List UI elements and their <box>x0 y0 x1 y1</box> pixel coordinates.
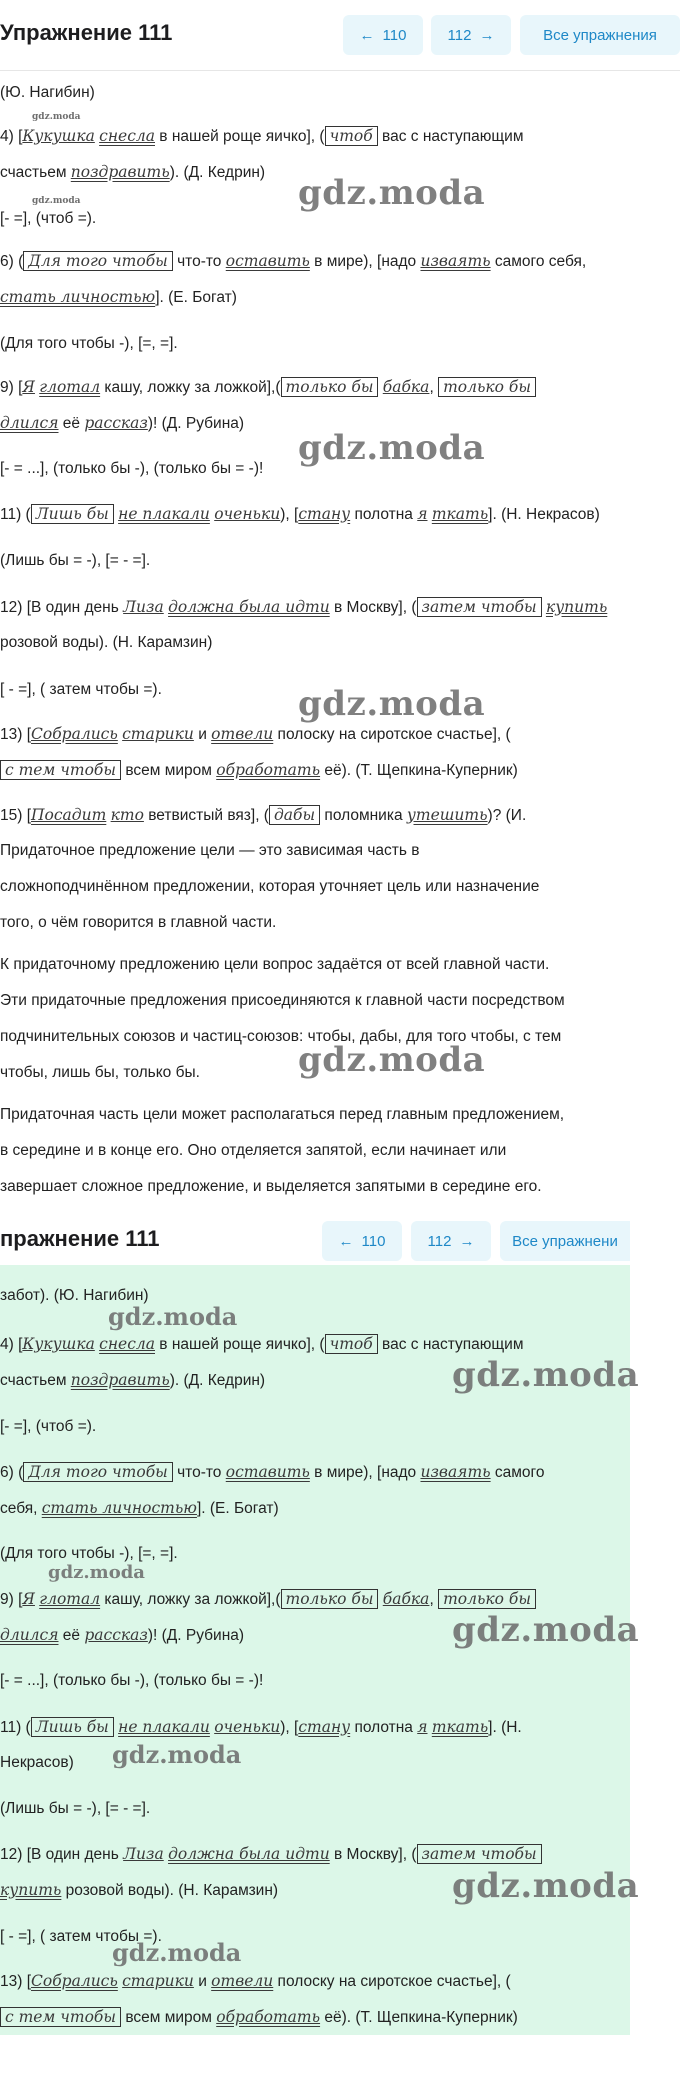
theory-line: Придаточное предложение цели — это зависимая часть в <box>0 842 420 859</box>
predicate-word: глотал <box>39 1590 101 1608</box>
text: себя, <box>0 1500 42 1517</box>
scheme-line: [ - =], ( затем чтобы =). <box>0 1928 162 1945</box>
subject-word: Я <box>22 1590 35 1608</box>
all-exercises-button[interactable] <box>520 15 680 55</box>
watermark: gdz.moda <box>298 1040 486 1080</box>
conjunction-box: затем чтобы <box>417 1844 542 1864</box>
text: её). (Т. Щепкина-Куперник) <box>320 2009 518 2026</box>
text: полоску на сиротское счастье], ( <box>273 726 511 743</box>
sentence-4-line2 <box>0 1369 265 1392</box>
predicate-word: не плакали <box>118 1718 210 1736</box>
predicate-word: обработать <box>216 761 321 779</box>
next-exercise-button-duplicate[interactable] <box>411 1221 491 1261</box>
watermark: gdz.moda <box>298 173 486 213</box>
predicate-word: стану <box>298 1718 351 1736</box>
text-line: забот). (Ю. Нагибин) <box>0 1287 149 1304</box>
all-exercises-label: Все упражнени <box>512 1232 618 1250</box>
sentence-11 <box>0 503 600 526</box>
predicate-word: глотал <box>39 378 101 396</box>
scheme-line: [ - =], ( затем чтобы =). <box>0 681 162 698</box>
text: ), [ <box>280 506 299 523</box>
text: 12) [В один день <box>0 599 124 616</box>
page-title-duplicate: пражнение 111 <box>0 1226 160 1251</box>
scheme-line: [- = ...], (только бы -), (только бы = -)! <box>0 460 264 477</box>
text: в Москву], ( <box>329 1846 417 1863</box>
theory-line: сложноподчинённом предложении, которая уточняет цель или назначение <box>0 878 540 895</box>
prev-exercise-button[interactable] <box>343 15 423 55</box>
predicate-word: утешить <box>406 806 488 824</box>
predicate-word: обработать <box>216 2008 321 2026</box>
sentence-12-line1 <box>0 596 607 619</box>
next-exercise-label: 112 <box>427 1232 452 1250</box>
sentence-12-line2 <box>0 1879 278 1902</box>
scheme-line: (Лишь бы = -), [= - =]. <box>0 552 151 569</box>
text: что-то <box>172 253 226 270</box>
conjunction-box: Лишь бы <box>31 1717 114 1737</box>
text: 6) ( <box>0 253 24 270</box>
scheme-line: [- = ...], (только бы -), (только бы = -)! <box>0 1672 264 1689</box>
text: розовой воды). (Н. Карамзин) <box>61 1882 279 1899</box>
predicate-word: стану <box>298 505 351 523</box>
all-exercises-button-duplicate[interactable] <box>500 1221 630 1261</box>
text: что-то <box>172 1464 226 1481</box>
text: самого себя, <box>490 253 587 270</box>
predicate-word: длился <box>0 414 59 432</box>
subject-word: я <box>417 1718 428 1736</box>
text: её). (Т. Щепкина-Куперник) <box>320 762 518 779</box>
predicate-word: отвели <box>211 725 274 743</box>
text: в нашей роще яичко], ( <box>155 128 325 145</box>
subject-word: бабка <box>382 1590 430 1608</box>
text: кашу, ложку за ложкой],( <box>100 1591 281 1608</box>
conjunction-box: чтоб <box>325 126 378 146</box>
watermark: gdz.moda <box>452 1866 640 1906</box>
predicate-word: оставить <box>225 252 310 270</box>
text: 15) [ <box>0 807 32 824</box>
text: 4) [ <box>0 1336 23 1353</box>
predicate-word: изваять <box>420 1463 491 1481</box>
watermark-small: gdz.moda <box>32 112 81 122</box>
sentence-9-line1 <box>0 376 536 399</box>
sentence-11-line1 <box>0 1716 522 1739</box>
sentence-13-line2 <box>0 2006 518 2029</box>
text: в мире), [надо <box>309 1464 421 1481</box>
scheme-line: [- =], (чтоб =). <box>0 210 97 227</box>
predicate-word: снесла <box>99 1335 155 1353</box>
arrow-right-icon: → <box>459 1232 475 1250</box>
subject-word: рассказ <box>84 414 148 432</box>
text: ), [ <box>280 1719 299 1736</box>
sentence-12-line1 <box>0 1843 542 1866</box>
header-divider <box>0 70 680 71</box>
theory-line: чтобы, лишь бы, только бы. <box>0 1064 200 1081</box>
sentence-6-line2 <box>0 1497 279 1520</box>
predicate-word: поздравить <box>70 163 170 181</box>
subject-word: Лиза <box>123 1845 164 1863</box>
text: всем миром <box>121 2009 217 2026</box>
watermark: gdz.moda <box>112 1938 242 1967</box>
sentence-4-line1 <box>0 1333 523 1356</box>
predicate-word: купить <box>545 598 608 616</box>
text: её <box>58 415 85 432</box>
conjunction-box: только бы <box>438 1589 536 1609</box>
sentence-12-line2: розовой воды). (Н. Карамзин) <box>0 634 213 651</box>
predicate-word: отвели <box>211 1972 274 1990</box>
next-exercise-label: 112 <box>447 26 472 44</box>
watermark: gdz.moda <box>298 684 486 724</box>
text: ветвистый вяз], ( <box>143 807 269 824</box>
theory-line: того, о чём говорится в главной части. <box>0 914 277 931</box>
text: 13) [ <box>0 726 32 743</box>
text: 11) ( <box>0 506 31 523</box>
predicate-word: ткать <box>431 505 489 523</box>
scheme-line: (Для того чтобы -), [=, =]. <box>0 335 178 352</box>
text: поломника <box>320 807 407 824</box>
predicate-word: должна была идти <box>168 598 330 616</box>
conjunction-box: только бы <box>281 377 379 397</box>
watermark: gdz.moda <box>108 1302 238 1331</box>
theory-line: К придаточному предложению цели вопрос задаётся от всей главной части. <box>0 956 550 973</box>
subject-word: оченьки <box>214 1718 281 1736</box>
conjunction-box: Для того чтобы <box>23 251 173 271</box>
arrow-left-icon: ← <box>338 1232 354 1250</box>
text: в нашей роще яичко], ( <box>155 1336 325 1353</box>
predicate-word: Собрались <box>31 725 118 743</box>
prev-exercise-label: 110 <box>361 1232 386 1250</box>
text: , <box>429 1591 439 1608</box>
sentence-15 <box>0 804 526 827</box>
predicate-word: изваять <box>420 252 491 270</box>
subject-word: кто <box>110 806 144 824</box>
watermark: gdz.moda <box>112 1740 242 1769</box>
predicate-word: длился <box>0 1626 59 1644</box>
subject-word: Кукушка <box>22 127 95 145</box>
predicate-word: снесла <box>99 127 155 145</box>
sentence-13-line1 <box>0 723 511 746</box>
text: в мире), [надо <box>309 253 421 270</box>
text: полотна <box>350 1719 418 1736</box>
theory-line: Придаточная часть цели может располагаться перед главным предложением, <box>0 1106 565 1123</box>
text: её <box>58 1627 85 1644</box>
text: вас с наступающим <box>377 1336 524 1353</box>
text: 4) [ <box>0 128 23 145</box>
theory-line: в середине и в конце его. Оно отделяется запятой, если начинает или <box>0 1142 507 1159</box>
text: 9) [ <box>0 1591 23 1608</box>
sentence-6-line2 <box>0 286 237 309</box>
text: )? (И. <box>487 807 527 824</box>
text: 6) ( <box>0 1464 24 1481</box>
text: ]. (Е. Богат) <box>155 289 237 306</box>
text: 12) [В один день <box>0 1846 124 1863</box>
sentence-13-line2 <box>0 759 518 782</box>
conjunction-box: дабы <box>269 805 320 825</box>
predicate-word: Посадит <box>31 806 107 824</box>
arrow-left-icon: ← <box>359 26 375 44</box>
sentence-9-line2 <box>0 412 244 435</box>
text: ]. (Н. <box>488 1719 522 1736</box>
text: в Москву], ( <box>329 599 417 616</box>
subject-word: бабка <box>382 378 430 396</box>
subject-word: старики <box>122 1972 194 1990</box>
watermark: gdz.moda <box>452 1610 640 1650</box>
text: , <box>429 379 439 396</box>
text-line: Некрасов) <box>0 1754 74 1771</box>
predicate-word: стать личностью <box>41 1499 197 1517</box>
subject-word: рассказ <box>84 1626 148 1644</box>
text: и <box>193 726 212 743</box>
next-exercise-button[interactable] <box>431 15 511 55</box>
conjunction-box: затем чтобы <box>417 597 542 617</box>
watermark: gdz.moda <box>452 1355 640 1395</box>
all-exercises-label: Все упражнения <box>543 26 657 44</box>
conjunction-box: Для того чтобы <box>23 1462 173 1482</box>
prev-exercise-button-duplicate[interactable] <box>322 1221 402 1261</box>
predicate-word: ткать <box>431 1718 489 1736</box>
theory-line: Эти придаточные предложения присоединяются к главной части посредством <box>0 992 565 1009</box>
text: всем миром <box>121 762 217 779</box>
conjunction-box: только бы <box>281 1589 379 1609</box>
text: вас с наступающим <box>377 128 524 145</box>
subject-word: старики <box>122 725 194 743</box>
text: ]. (Н. Некрасов) <box>488 506 600 523</box>
scheme-line: [- =], (чтоб =). <box>0 1418 97 1435</box>
sentence-6-line1 <box>0 250 586 273</box>
text: ]. (Е. Богат) <box>196 1500 279 1517</box>
conjunction-box: с тем чтобы <box>0 760 121 780</box>
sentence-9-line2 <box>0 1624 244 1647</box>
sentence-13-line1 <box>0 1970 511 1993</box>
subject-word: я <box>417 505 428 523</box>
text: 9) [ <box>0 379 23 396</box>
predicate-word: должна была идти <box>168 1845 330 1863</box>
sentence-6-line1 <box>0 1461 544 1484</box>
scheme-line: (Лишь бы = -), [= - =]. <box>0 1800 151 1817</box>
arrow-right-icon: → <box>479 26 495 44</box>
watermark: gdz.moda <box>298 428 486 468</box>
conjunction-box: только бы <box>438 377 536 397</box>
text: полотна <box>350 506 418 523</box>
text: счастьем <box>0 1372 71 1389</box>
text: ). (Д. Кедрин) <box>169 1372 266 1389</box>
text: кашу, ложку за ложкой],( <box>100 379 281 396</box>
sentence-4-line2 <box>0 161 265 184</box>
predicate-word: оставить <box>225 1463 310 1481</box>
watermark-small: gdz.moda <box>32 196 81 206</box>
conjunction-box: чтоб <box>325 1334 378 1354</box>
predicate-word: Собрались <box>31 1972 118 1990</box>
theory-line: подчинительных союзов и частиц-союзов: чтобы, дабы, для того чтобы, с тем <box>0 1028 562 1045</box>
predicate-word: не плакали <box>118 505 210 523</box>
predicate-word: купить <box>0 1881 62 1899</box>
text-line: (Ю. Нагибин) <box>0 84 95 101</box>
predicate-word: поздравить <box>70 1371 170 1389</box>
text: 11) ( <box>0 1719 31 1736</box>
theory-line: завершает сложное предложение, и выделяется запятыми в середине его. <box>0 1178 542 1195</box>
sentence-4-line1 <box>0 125 523 148</box>
subject-word: Я <box>22 378 35 396</box>
scheme-line: (Для того чтобы -), [=, =]. <box>0 1545 178 1562</box>
subject-word: Кукушка <box>22 1335 95 1353</box>
text: )! (Д. Рубина) <box>147 415 245 432</box>
watermark: gdz.moda <box>48 1562 145 1583</box>
text: 13) [ <box>0 1973 32 1990</box>
conjunction-box: Лишь бы <box>31 504 114 524</box>
subject-word: оченьки <box>214 505 281 523</box>
text: и <box>193 1973 212 1990</box>
text: самого <box>490 1464 545 1481</box>
subject-word: Лиза <box>123 598 164 616</box>
text: )! (Д. Рубина) <box>147 1627 245 1644</box>
conjunction-box: с тем чтобы <box>0 2007 121 2027</box>
text: ). (Д. Кедрин) <box>169 164 266 181</box>
sentence-9-line1 <box>0 1588 536 1611</box>
predicate-word: стать личностью <box>0 288 156 306</box>
text: полоску на сиротское счастье], ( <box>273 1973 511 1990</box>
text: счастьем <box>0 164 71 181</box>
prev-exercise-label: 110 <box>382 26 407 44</box>
page-title: Упражнение 111 <box>0 20 173 45</box>
